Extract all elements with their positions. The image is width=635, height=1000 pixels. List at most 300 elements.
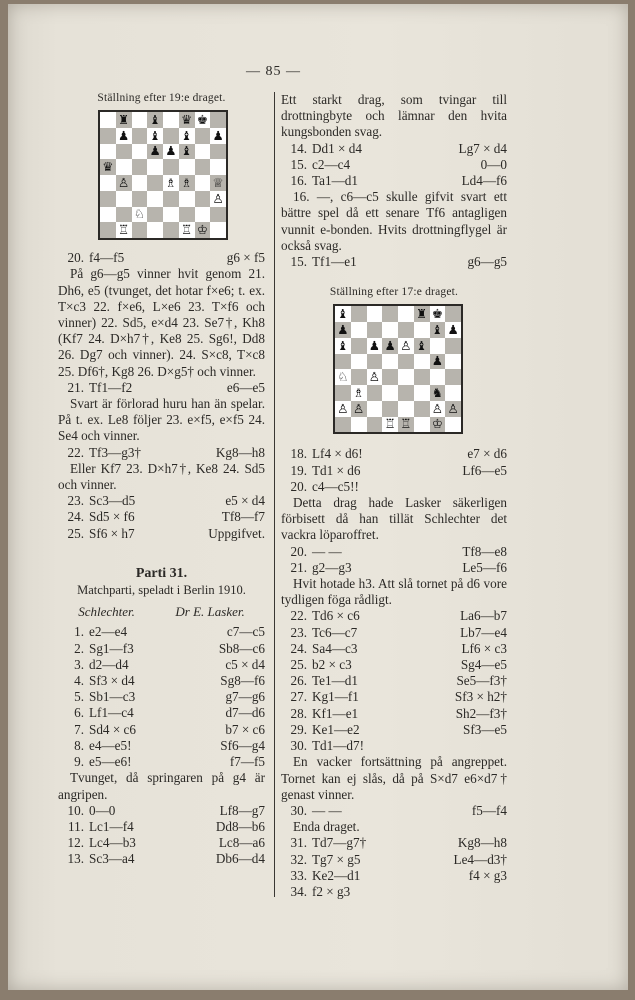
move-number: 20. bbox=[290, 543, 307, 559]
book-page bbox=[8, 4, 628, 990]
move-row bbox=[58, 445, 265, 461]
black-player: Dr E. Lasker. bbox=[175, 604, 245, 620]
move-row bbox=[58, 722, 265, 738]
move-list bbox=[281, 608, 507, 754]
white-move: — — bbox=[312, 543, 342, 559]
white-move: Sb1—c3 bbox=[89, 689, 136, 705]
move-row bbox=[281, 641, 507, 657]
move-number: 13. bbox=[67, 851, 84, 867]
white-move: Sc3—a4 bbox=[89, 851, 135, 867]
board-square: ♟ bbox=[368, 337, 380, 353]
move-row bbox=[58, 380, 265, 396]
board-square bbox=[414, 417, 430, 433]
board-square: ♘ bbox=[337, 369, 349, 385]
move-row bbox=[58, 624, 265, 640]
black-move: Db6—d4 bbox=[215, 851, 265, 867]
move-list bbox=[281, 141, 507, 190]
white-move: Kg1—f1 bbox=[312, 689, 359, 705]
move-number: 21. bbox=[290, 559, 307, 575]
board-square bbox=[398, 401, 414, 417]
black-move: Tf8—f7 bbox=[221, 509, 265, 525]
move-number: 6. bbox=[74, 705, 84, 721]
board-square: ♙ bbox=[212, 190, 224, 206]
board-square: ♝ bbox=[337, 337, 349, 353]
board-square bbox=[195, 128, 211, 144]
board-square bbox=[163, 159, 179, 175]
white-move: Td1 × d6 bbox=[312, 462, 361, 478]
move-row bbox=[58, 819, 265, 835]
board-square: ♝ bbox=[147, 112, 163, 128]
move-row bbox=[58, 250, 265, 266]
annotation: På g6—g5 vinner hvit genom 21. Dh6, e5 (tvunget, det hotar f×e6; t. ex. T×c3 22. f×e6, L×e6 23. T×f6 och vinner) 22. Sd5, e×d4 23. Se7†, Kh8 (Kf7 24. D×h7†, Ke8 25. Sg6!, Dd8 26. Dg7 och vinner). 24. S×c8, T×c8 25. Df6†, Kg8 26. D×g5† och vinner. bbox=[58, 266, 265, 379]
white-move: c4—c5!! bbox=[312, 478, 359, 494]
white-move: Sd4 × c6 bbox=[89, 721, 136, 737]
board-square: ♝ bbox=[414, 338, 430, 354]
move-number: 33. bbox=[290, 867, 307, 883]
move-number: 29. bbox=[290, 721, 307, 737]
board-square bbox=[195, 191, 211, 207]
board-square bbox=[132, 191, 148, 207]
board-square bbox=[163, 207, 179, 223]
white-move: f4—f5 bbox=[89, 250, 125, 266]
board-square bbox=[335, 417, 351, 433]
board-square: ♙ bbox=[445, 401, 461, 417]
white-move: Ta1—d1 bbox=[312, 173, 358, 189]
white-move: d2—d4 bbox=[89, 656, 129, 672]
move-number: 30. bbox=[290, 738, 307, 754]
black-move: Lb7—e4 bbox=[460, 624, 507, 640]
board-square bbox=[430, 369, 446, 385]
move-number: 20. bbox=[290, 478, 307, 494]
black-move: Kg8—h8 bbox=[215, 444, 265, 460]
board-square bbox=[100, 175, 116, 191]
white-move: Lc4—b3 bbox=[89, 835, 136, 851]
move-row bbox=[281, 173, 507, 189]
board-square bbox=[210, 112, 226, 128]
move-number: 30. bbox=[290, 802, 307, 818]
black-move: f7—f5 bbox=[229, 754, 265, 770]
board-square: ♗ bbox=[165, 174, 177, 190]
board-square: ♟ bbox=[212, 127, 224, 143]
board-square bbox=[100, 144, 116, 160]
move-number: 27. bbox=[290, 689, 307, 705]
move-number: 5. bbox=[74, 689, 84, 705]
black-move: Ld4—f6 bbox=[461, 173, 507, 189]
black-move: Le5—f6 bbox=[462, 559, 507, 575]
board-square: ♟ bbox=[430, 354, 446, 370]
move-number: 10. bbox=[67, 802, 84, 818]
move-number: 28. bbox=[290, 705, 307, 721]
board-square bbox=[367, 306, 383, 322]
black-move: Kg8—h8 bbox=[457, 835, 507, 851]
black-move: Lg7 × d4 bbox=[458, 140, 507, 156]
move-row bbox=[281, 479, 507, 495]
white-move: Ke2—d1 bbox=[312, 867, 361, 883]
white-move: b2 × c3 bbox=[312, 657, 352, 673]
board-square: ♚ bbox=[431, 306, 443, 322]
board-square bbox=[147, 159, 163, 175]
board-square bbox=[351, 338, 367, 354]
board-square bbox=[132, 222, 148, 238]
board-square: ♟ bbox=[335, 322, 351, 338]
move-row bbox=[58, 803, 265, 819]
black-move: Lf6—e5 bbox=[462, 462, 507, 478]
white-move: Tf3—g3† bbox=[89, 444, 142, 460]
diagram-caption: Ställning efter 17:e draget. bbox=[329, 286, 459, 299]
move-row bbox=[281, 141, 507, 157]
board-square bbox=[179, 191, 195, 207]
board-square: ♟ bbox=[147, 144, 163, 160]
board-square bbox=[132, 112, 148, 128]
move-number: 26. bbox=[290, 673, 307, 689]
board-square: ♙ bbox=[368, 369, 380, 385]
board-square: ♙ bbox=[431, 400, 443, 416]
black-move: Sf3 × h2† bbox=[454, 689, 507, 705]
board-square: ♚ bbox=[196, 111, 208, 127]
white-move: Sd5 × f6 bbox=[89, 509, 135, 525]
board-square bbox=[210, 207, 226, 223]
board-square bbox=[100, 128, 116, 144]
white-player: Schlechter. bbox=[78, 604, 135, 620]
board-square bbox=[163, 191, 179, 207]
black-move: Se5—f3† bbox=[456, 673, 507, 689]
move-number: 11. bbox=[68, 818, 84, 834]
move-list bbox=[281, 835, 507, 900]
board-square bbox=[100, 207, 116, 223]
white-move: Lf4 × d6! bbox=[312, 446, 363, 462]
annotation: Detta drag hade Lasker säkerligen förbisett då han tillät Schlechter det vackra löparoffret. bbox=[281, 495, 507, 543]
board-square: ♟ bbox=[447, 321, 459, 337]
move-row bbox=[58, 754, 265, 770]
board-square bbox=[382, 306, 398, 322]
game-title: Parti 31. bbox=[135, 565, 188, 581]
board-square: ♖ bbox=[181, 222, 193, 238]
board-square bbox=[445, 354, 461, 370]
board-square bbox=[382, 354, 398, 370]
move-row bbox=[58, 657, 265, 673]
board-square: ♞ bbox=[430, 385, 446, 401]
annotation: Svart är förlorad huru han än spelar. På t. ex. Le8 följer 23. e×f5, e×f5 24. Se4 och vinner. bbox=[58, 396, 265, 444]
move-number: 4. bbox=[74, 673, 84, 689]
annotation: Ett starkt drag, som tvingar till drottningbyte och lämnar den hvita kungsbonden svag. bbox=[281, 92, 507, 140]
left-column bbox=[58, 90, 265, 868]
black-move: Lc8—a6 bbox=[218, 835, 265, 851]
move-row bbox=[58, 689, 265, 705]
move-number: 23. bbox=[290, 624, 307, 640]
chess-diagram bbox=[98, 110, 228, 240]
black-move: g6—g5 bbox=[467, 254, 507, 270]
board-square bbox=[147, 175, 163, 191]
board-square bbox=[195, 159, 211, 175]
move-row bbox=[58, 493, 265, 509]
board-square bbox=[179, 159, 195, 175]
board-square bbox=[367, 385, 383, 401]
board-square bbox=[195, 175, 211, 191]
board-square bbox=[367, 417, 383, 433]
board-square bbox=[398, 385, 414, 401]
white-move: Td6 × c6 bbox=[312, 608, 360, 624]
move-list bbox=[58, 624, 265, 770]
black-move: Sb8—c6 bbox=[218, 640, 265, 656]
board-square bbox=[147, 191, 163, 207]
white-move: Sf6 × h7 bbox=[89, 525, 135, 541]
move-number: 19. bbox=[290, 462, 307, 478]
move-number: 15. bbox=[290, 254, 307, 270]
board-square: ♘ bbox=[133, 206, 145, 222]
move-number: 24. bbox=[290, 640, 307, 656]
move-number: 25. bbox=[67, 525, 84, 541]
move-number: 12. bbox=[67, 835, 84, 851]
board-square bbox=[195, 144, 211, 160]
move-row bbox=[281, 625, 507, 641]
move-number: 21. bbox=[67, 379, 84, 395]
board-square bbox=[445, 306, 461, 322]
board-square bbox=[351, 369, 367, 385]
move-row bbox=[281, 868, 507, 884]
board-square bbox=[147, 222, 163, 238]
white-move: Lf1—c4 bbox=[89, 705, 134, 721]
board-square bbox=[382, 385, 398, 401]
move-number: 23. bbox=[67, 493, 84, 509]
move-row bbox=[281, 835, 507, 851]
annotation: Tvunget, då springaren på g4 är angripen. bbox=[58, 770, 265, 802]
board-square bbox=[335, 385, 351, 401]
board-square bbox=[382, 369, 398, 385]
board-square: ♝ bbox=[181, 127, 193, 143]
move-number: 22. bbox=[67, 444, 84, 460]
white-move: Sg1—f3 bbox=[89, 640, 134, 656]
move-number: 9. bbox=[74, 754, 84, 770]
board-square bbox=[414, 369, 430, 385]
board-square bbox=[100, 222, 116, 238]
move-row bbox=[281, 706, 507, 722]
white-move: g2—g3 bbox=[312, 559, 352, 575]
black-move: e6—e5 bbox=[226, 379, 265, 395]
white-move: Tg7 × g5 bbox=[312, 851, 361, 867]
move-number: 25. bbox=[290, 657, 307, 673]
board-square bbox=[163, 222, 179, 238]
board-square: ♗ bbox=[179, 175, 195, 191]
move-list bbox=[58, 803, 265, 868]
board-square bbox=[116, 144, 132, 160]
board-square: ♙ bbox=[400, 337, 412, 353]
move-row bbox=[281, 689, 507, 705]
annotation: En vacker fortsättning på angreppet. Tornet kan ej slås, då på S×d7 e6×d7† genast vinner. bbox=[281, 754, 507, 802]
move-number: 7. bbox=[74, 721, 84, 737]
board-square bbox=[414, 401, 430, 417]
move-number: 24. bbox=[67, 509, 84, 525]
move-row bbox=[58, 509, 265, 525]
white-move: f2 × g3 bbox=[312, 883, 351, 899]
diagram-caption: Ställning efter 19:e draget. bbox=[97, 92, 226, 104]
move-row bbox=[58, 835, 265, 851]
board-square bbox=[147, 207, 163, 223]
board-square: ♟ bbox=[382, 338, 398, 354]
black-move: c5 × d4 bbox=[225, 656, 265, 672]
board-square bbox=[398, 322, 414, 338]
page-number: — 85 — bbox=[246, 64, 301, 79]
white-move: c2—c4 bbox=[312, 156, 351, 172]
annotation: Eller Kf7 23. D×h7†, Ke8 24. Sd5 och vinner. bbox=[58, 460, 265, 493]
black-move: Sh2—f3† bbox=[455, 705, 507, 721]
black-move: c7—c5 bbox=[226, 624, 265, 640]
board-square bbox=[132, 128, 148, 144]
move-number: 32. bbox=[290, 851, 307, 867]
black-move: Sg4—e5 bbox=[460, 657, 507, 673]
white-move: Tf1—f2 bbox=[89, 379, 133, 395]
board-square bbox=[179, 207, 195, 223]
board-square bbox=[367, 354, 383, 370]
board-square bbox=[210, 222, 226, 238]
board-square bbox=[100, 112, 116, 128]
board-square bbox=[163, 112, 179, 128]
move-row bbox=[281, 738, 507, 754]
board-square: ♝ bbox=[430, 322, 446, 338]
white-move: — — bbox=[312, 802, 342, 818]
move-number: 16. bbox=[290, 173, 307, 189]
board-square bbox=[414, 385, 430, 401]
black-move: Lf6 × c3 bbox=[461, 640, 507, 656]
board-square: ♖ bbox=[118, 222, 130, 238]
board-square: ♝ bbox=[179, 144, 195, 160]
board-square: ♖ bbox=[398, 417, 414, 433]
column-divider bbox=[274, 92, 275, 897]
board-square bbox=[382, 322, 398, 338]
board-square bbox=[414, 322, 430, 338]
board-square bbox=[367, 322, 383, 338]
board-square bbox=[335, 354, 351, 370]
right-column bbox=[281, 92, 507, 900]
move-number: 31. bbox=[290, 835, 307, 851]
board-square bbox=[116, 159, 132, 175]
board-square: ♔ bbox=[195, 222, 211, 238]
board-square bbox=[445, 369, 461, 385]
white-move: Sc3—d5 bbox=[89, 493, 136, 509]
move-row bbox=[58, 738, 265, 754]
black-move: La6—b7 bbox=[460, 608, 507, 624]
board-square bbox=[367, 401, 383, 417]
move-row bbox=[281, 560, 507, 576]
move-number: 2. bbox=[74, 640, 84, 656]
move-number: 14. bbox=[290, 140, 307, 156]
board-square: ♛ bbox=[179, 112, 195, 128]
board-square: ♜ bbox=[116, 112, 132, 128]
move-row bbox=[281, 463, 507, 479]
white-move: Lc1—f4 bbox=[89, 818, 134, 834]
board-square bbox=[210, 144, 226, 160]
black-move: Tf8—e8 bbox=[462, 543, 507, 559]
board-square bbox=[195, 207, 211, 223]
white-move: Sa4—c3 bbox=[312, 640, 358, 656]
board-square bbox=[351, 322, 367, 338]
board-square bbox=[351, 306, 367, 322]
board-square bbox=[445, 417, 461, 433]
white-move: Kf1—e1 bbox=[312, 705, 359, 721]
move-list bbox=[281, 544, 507, 576]
move-row bbox=[281, 657, 507, 673]
white-move: e2—e4 bbox=[89, 624, 128, 640]
annotation: Hvit hotade h3. Att slå tornet på d6 vore tydligen föga rådligt. bbox=[281, 576, 507, 608]
black-move: Uppgifvet. bbox=[208, 525, 265, 541]
move-row bbox=[281, 446, 507, 462]
board-square: ♙ bbox=[116, 175, 132, 191]
board-square: ♛ bbox=[100, 159, 116, 175]
move-row bbox=[281, 673, 507, 689]
black-move: d7—d6 bbox=[225, 705, 265, 721]
board-square bbox=[351, 417, 367, 433]
board-square bbox=[163, 128, 179, 144]
board-square bbox=[398, 306, 414, 322]
white-move: 0—0 bbox=[89, 802, 116, 818]
board-square bbox=[132, 144, 148, 160]
move-number: 20. bbox=[67, 250, 84, 266]
chess-diagram bbox=[333, 304, 463, 434]
board-square bbox=[116, 191, 132, 207]
annotation: 16. —, c6—c5 skulle gifvit svart ett bättre spel då ett senare Tf6 antagligen vunnit e-bonden. Hvits drottningflygel är också svag. bbox=[281, 189, 507, 253]
black-move: Le4—d3† bbox=[453, 851, 507, 867]
move-row bbox=[281, 544, 507, 560]
move-number: 22. bbox=[290, 608, 307, 624]
board-square: ♟ bbox=[165, 143, 177, 159]
board-square bbox=[132, 159, 148, 175]
white-move: Td1—d7! bbox=[312, 738, 365, 754]
white-move: Tf1—e1 bbox=[312, 254, 357, 270]
move-row bbox=[281, 803, 507, 819]
board-square: ♙ bbox=[337, 400, 349, 416]
board-square bbox=[132, 175, 148, 191]
white-move: e4—e5! bbox=[89, 737, 132, 753]
game-subtitle: Matchparti, speladt i Berlin 1910. bbox=[77, 583, 246, 598]
board-square: ♗ bbox=[353, 384, 365, 400]
move-row bbox=[58, 705, 265, 721]
move-row bbox=[58, 526, 265, 542]
black-move: f5—f4 bbox=[471, 802, 507, 818]
move-number: 8. bbox=[74, 737, 84, 753]
move-number: 1. bbox=[74, 624, 84, 640]
board-square bbox=[116, 207, 132, 223]
black-move: Lf8—g7 bbox=[219, 802, 265, 818]
move-row bbox=[281, 722, 507, 738]
black-move: e5 × d4 bbox=[225, 493, 265, 509]
board-square: ♟ bbox=[118, 127, 130, 143]
move-row bbox=[281, 884, 507, 900]
board-square bbox=[210, 159, 226, 175]
move-row bbox=[58, 641, 265, 657]
white-move: Dd1 × d4 bbox=[312, 140, 362, 156]
board-square: ♖ bbox=[384, 416, 396, 432]
black-move: Sf3—e5 bbox=[463, 721, 507, 737]
annotation: Enda draget. bbox=[293, 819, 360, 835]
board-square: ♝ bbox=[337, 306, 349, 322]
move-row bbox=[281, 157, 507, 173]
board-square bbox=[382, 401, 398, 417]
move-row bbox=[281, 608, 507, 624]
black-move: 0—0 bbox=[480, 156, 507, 172]
board-square bbox=[430, 338, 446, 354]
board-square bbox=[445, 338, 461, 354]
black-move: f4 × g3 bbox=[468, 867, 507, 883]
black-move: g7—g6 bbox=[225, 689, 265, 705]
board-square: ♙ bbox=[351, 401, 367, 417]
move-row bbox=[58, 851, 265, 867]
move-number: 34. bbox=[290, 883, 307, 899]
board-square: ♝ bbox=[149, 127, 161, 143]
white-move: Te1—d1 bbox=[312, 673, 358, 689]
move-list bbox=[281, 446, 507, 495]
board-square bbox=[445, 385, 461, 401]
board-square bbox=[351, 354, 367, 370]
black-move: Sg8—f6 bbox=[220, 673, 265, 689]
